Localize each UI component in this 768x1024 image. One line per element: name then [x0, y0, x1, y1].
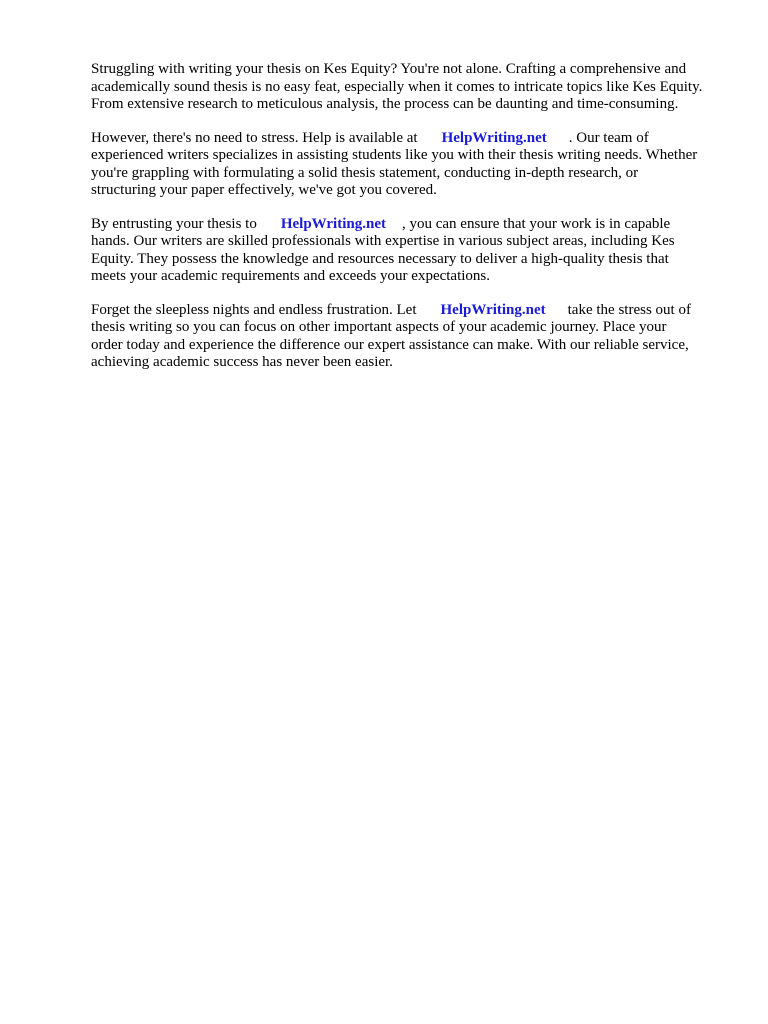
- text-line: structuring your paper effectively, we've got you covered.: [91, 182, 437, 198]
- text-segment: . Our team of: [568, 129, 649, 146]
- text-segment: By entrusting your thesis to: [91, 215, 257, 232]
- helpwriting-link[interactable]: HelpWriting.net: [440, 301, 546, 318]
- text-line: you're grappling with formulating a solid thesis statement, conducting in-depth research, or: [91, 164, 639, 181]
- text-line: From extensive research to meticulous analysis, the process can be daunting and time-consuming.: [91, 96, 679, 112]
- text-line: experienced writers specializes in assisting students like you with their thesis writing needs. Whether: [91, 147, 698, 163]
- text-line: Equity. They possess the knowledge and resources necessary to deliver a high-quality thesis that: [91, 250, 669, 267]
- paragraph-entrusting: [91, 216, 741, 286]
- text-line: order today and experience the difference our expert assistance can make. With our reliable service,: [91, 336, 689, 353]
- document-body: [91, 61, 741, 388]
- text-line: academically sound thesis is no easy feat, especially when it comes to intricate topics like Kes Equity.: [91, 78, 703, 95]
- text-segment: However, there's no need to stress. Help is available at: [91, 129, 418, 146]
- text-segment: Forget the sleepless nights and endless frustration. Let: [91, 301, 417, 318]
- helpwriting-link[interactable]: HelpWriting.net: [441, 129, 547, 146]
- text-segment: , you can ensure that your work is in capable: [401, 215, 671, 232]
- text-line: thesis writing so you can focus on other important aspects of your academic journey. Place your: [91, 319, 667, 335]
- text-segment: take the stress out of: [567, 301, 691, 318]
- text-line: [91, 302, 741, 320]
- text-line: meets your academic requirements and exceeds your expectations.: [91, 268, 491, 284]
- text-line: Struggling with writing your thesis on Kes Equity? You're not alone. Crafting a comprehensive and: [91, 61, 687, 77]
- helpwriting-link[interactable]: HelpWriting.net: [280, 215, 386, 232]
- text-line: [91, 130, 741, 148]
- text-line: achieving academic success has never been easier.: [91, 354, 393, 370]
- text-line: hands. Our writers are skilled professionals with expertise in various subject areas, including Kes: [91, 233, 675, 249]
- paragraph-help-available: [91, 130, 741, 200]
- text-line: [91, 216, 741, 234]
- paragraph-intro: [91, 61, 741, 114]
- paragraph-conclusion: [91, 302, 741, 372]
